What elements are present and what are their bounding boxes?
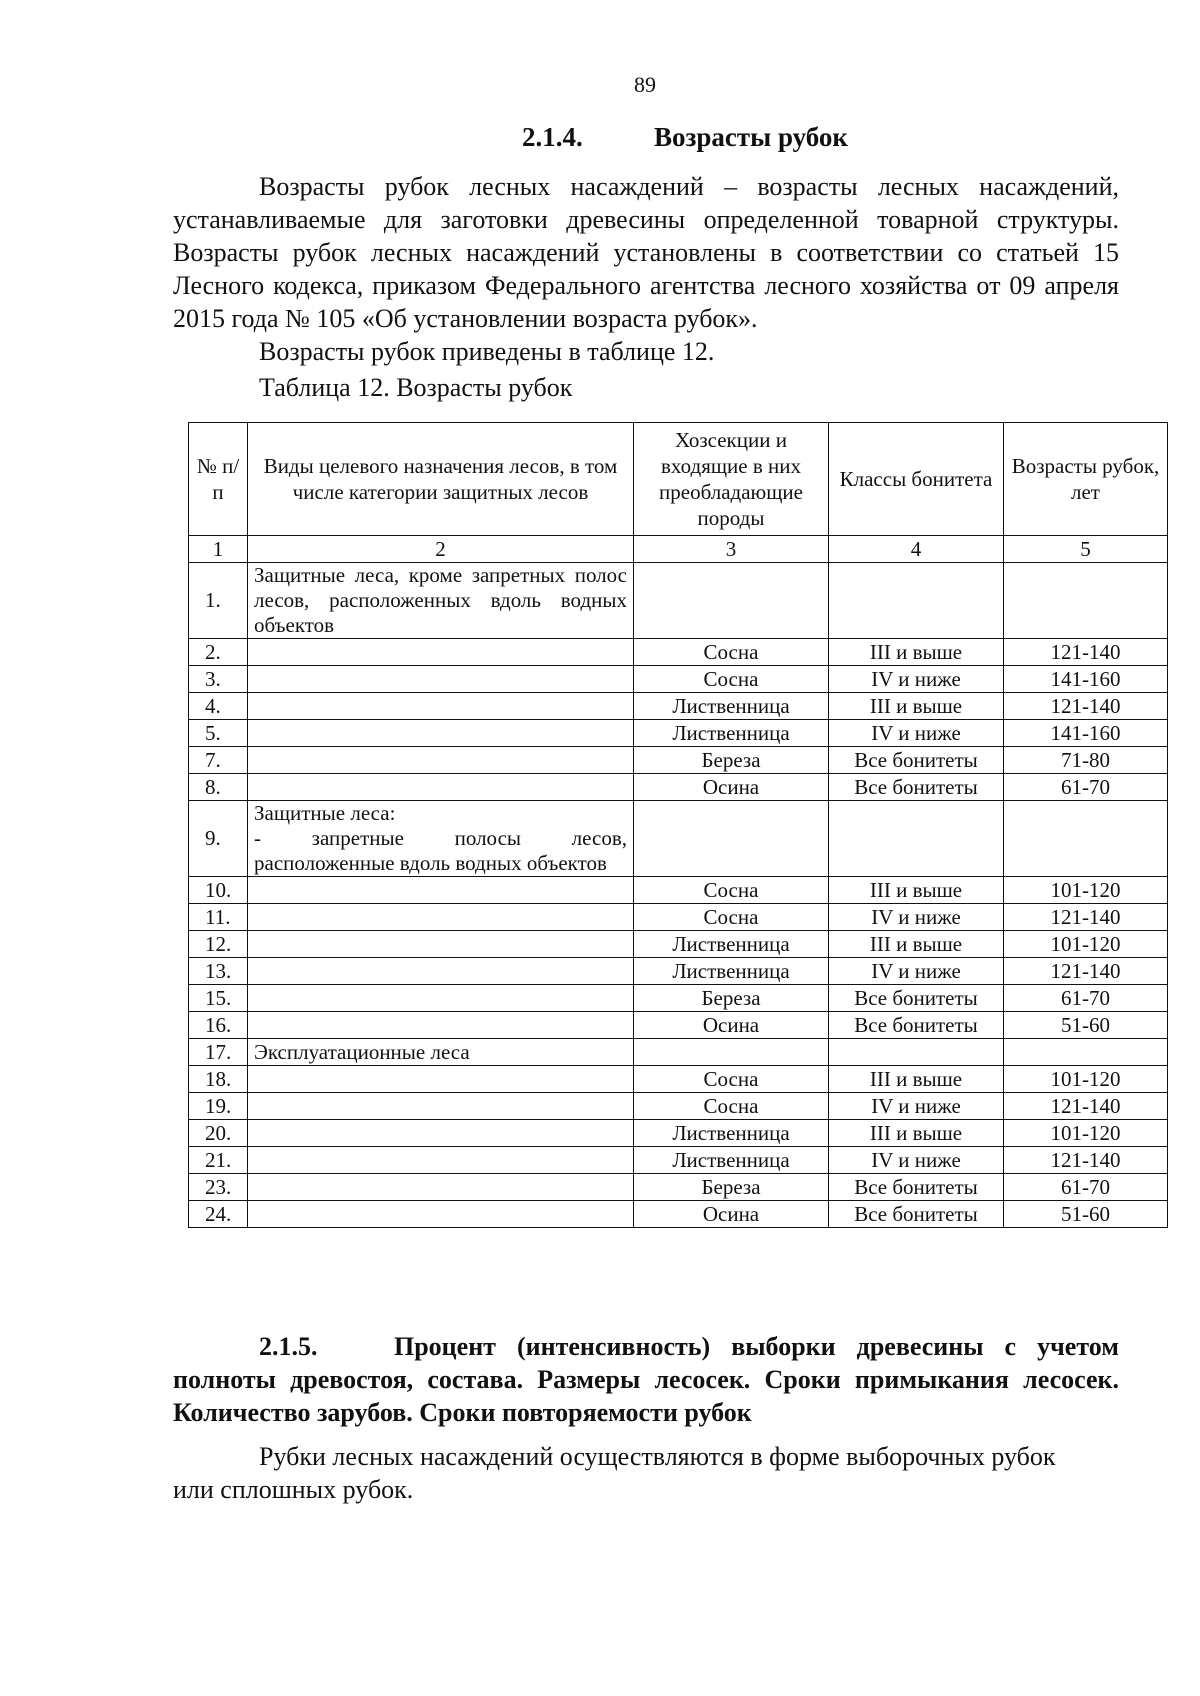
- purpose-cell: [248, 904, 634, 931]
- row-number-cell: 20.: [189, 1120, 248, 1147]
- species-cell: Лиственница: [634, 931, 829, 958]
- table-body: [189, 563, 1168, 1228]
- header-cell: № п/п: [189, 423, 248, 536]
- cutting-age-cell: 101-120: [1004, 877, 1168, 904]
- row-number-cell: 2.: [189, 639, 248, 666]
- cutting-age-cell: 121-140: [1004, 693, 1168, 720]
- table-row: [189, 904, 1168, 931]
- site-class-cell: IV и ниже: [829, 720, 1004, 747]
- cutting-age-cell: 61-70: [1004, 774, 1168, 801]
- table-row: [189, 639, 1168, 666]
- purpose-cell: [248, 1093, 634, 1120]
- site-class-cell: Все бонитеты: [829, 774, 1004, 801]
- site-class-cell: III и выше: [829, 931, 1004, 958]
- column-number-row: [189, 536, 1168, 563]
- row-number-cell: 7.: [189, 747, 248, 774]
- table-row: [189, 931, 1168, 958]
- header-cell: Хозсекции и входящие в них преобладающие породы: [634, 423, 829, 536]
- table-header-row: [189, 423, 1168, 536]
- cutting-age-cell: 121-140: [1004, 639, 1168, 666]
- purpose-cell: Эксплуатационные леса: [248, 1039, 634, 1066]
- cutting-age-cell: 71-80: [1004, 747, 1168, 774]
- table-row: [189, 720, 1168, 747]
- site-class-cell: Все бонитеты: [829, 1174, 1004, 1201]
- row-number-cell: 23.: [189, 1174, 248, 1201]
- column-number: 4: [829, 536, 1004, 563]
- column-number: 2: [248, 536, 634, 563]
- row-number-cell: 19.: [189, 1093, 248, 1120]
- table-row: [189, 1201, 1168, 1228]
- section-number: 2.1.4.: [522, 122, 583, 152]
- purpose-cell: [248, 693, 634, 720]
- species-cell: Сосна: [634, 1093, 829, 1120]
- purpose-cell: [248, 747, 634, 774]
- closing-paragraph: Рубки лесных насаждений осуществляются в форме выборочных рубок или сплошных рубок.: [173, 1442, 1056, 1504]
- table-row: [189, 1120, 1168, 1147]
- species-cell: Лиственница: [634, 1120, 829, 1147]
- row-number-cell: 12.: [189, 931, 248, 958]
- purpose-cell: [248, 931, 634, 958]
- table-caption: Таблица 12. Возрасты рубок: [259, 373, 573, 402]
- table-row: [189, 563, 1168, 639]
- intro-paragraph: Возрасты рубок лесных насаждений – возрасты лесных насаждений, устанавливаемые для заготовки древесины определенной товарной структуры. Возрасты рубок лесных насаждений установлены в соответствии со статьей 15 Лесного кодекса, приказом Федерального агентства лесного хозяйства от 09 апреля 2015 года № 105 «Об установлении возраста рубок».: [173, 172, 1119, 333]
- species-cell: Сосна: [634, 666, 829, 693]
- site-class-cell: IV и ниже: [829, 666, 1004, 693]
- closing-text: [173, 1440, 1073, 1506]
- header-cell: Виды целевого назначения лесов, в том числе категории защитных лесов: [248, 423, 634, 536]
- species-cell: [634, 801, 829, 877]
- site-class-cell: Все бонитеты: [829, 1012, 1004, 1039]
- row-number-cell: 1.: [189, 563, 248, 639]
- cutting-age-cell: [1004, 801, 1168, 877]
- intro-text: [173, 170, 1119, 368]
- purpose-cell: [248, 1201, 634, 1228]
- purpose-cell: Защитные леса, кроме запретных полос лесов, расположенных вдоль водных объектов: [248, 563, 634, 639]
- section-2-title: Процент (интенсивность) выборки древесины с учетом полноты древостоя, состава. Размеры лесосек. Сроки примыкания лесосек. Количество зарубов. Сроки повторяемости рубок: [173, 1332, 1119, 1427]
- table-row: [189, 1093, 1168, 1120]
- table-row: [189, 1039, 1168, 1066]
- purpose-cell: [248, 1012, 634, 1039]
- row-number-cell: 21.: [189, 1147, 248, 1174]
- species-cell: Береза: [634, 985, 829, 1012]
- purpose-cell: [248, 985, 634, 1012]
- row-number-cell: 24.: [189, 1201, 248, 1228]
- cutting-age-cell: 61-70: [1004, 1174, 1168, 1201]
- cutting-age-cell: 141-160: [1004, 666, 1168, 693]
- species-cell: Осина: [634, 774, 829, 801]
- row-number-cell: 18.: [189, 1066, 248, 1093]
- species-cell: Береза: [634, 747, 829, 774]
- site-class-cell: III и выше: [829, 877, 1004, 904]
- table-row: [189, 1147, 1168, 1174]
- site-class-cell: IV и ниже: [829, 958, 1004, 985]
- cutting-age-cell: 51-60: [1004, 1201, 1168, 1228]
- site-class-cell: Все бонитеты: [829, 1201, 1004, 1228]
- section-heading: [522, 122, 848, 153]
- table-row: [189, 1012, 1168, 1039]
- site-class-cell: Все бонитеты: [829, 747, 1004, 774]
- species-cell: Осина: [634, 1012, 829, 1039]
- table-row: [189, 877, 1168, 904]
- purpose-cell: [248, 720, 634, 747]
- row-number-cell: 11.: [189, 904, 248, 931]
- row-number-cell: 10.: [189, 877, 248, 904]
- cutting-age-cell: 101-120: [1004, 931, 1168, 958]
- site-class-cell: IV и ниже: [829, 1093, 1004, 1120]
- cutting-age-cell: 51-60: [1004, 1012, 1168, 1039]
- cutting-age-cell: 61-70: [1004, 985, 1168, 1012]
- table-row: [189, 801, 1168, 877]
- site-class-cell: III и выше: [829, 639, 1004, 666]
- species-cell: Лиственница: [634, 693, 829, 720]
- species-cell: Лиственница: [634, 958, 829, 985]
- row-number-cell: 3.: [189, 666, 248, 693]
- species-cell: Сосна: [634, 1066, 829, 1093]
- row-number-cell: 5.: [189, 720, 248, 747]
- table-row: [189, 958, 1168, 985]
- table-row: [189, 693, 1168, 720]
- cutting-age-cell: 121-140: [1004, 1093, 1168, 1120]
- row-number-cell: 9.: [189, 801, 248, 877]
- cutting-age-cell: 121-140: [1004, 904, 1168, 931]
- species-cell: Береза: [634, 1174, 829, 1201]
- species-cell: Лиственница: [634, 720, 829, 747]
- purpose-cell: Защитные леса: - запретные полосы лесов, расположенные вдоль водных объектов: [248, 801, 634, 877]
- site-class-cell: [829, 801, 1004, 877]
- purpose-cell: [248, 877, 634, 904]
- purpose-cell: [248, 639, 634, 666]
- purpose-cell: [248, 774, 634, 801]
- intro-paragraph: Возрасты рубок приведены в таблице 12.: [259, 337, 715, 366]
- cutting-age-cell: 101-120: [1004, 1120, 1168, 1147]
- cutting-age-cell: 121-140: [1004, 1147, 1168, 1174]
- row-number-cell: 15.: [189, 985, 248, 1012]
- header-cell: Классы бонитета: [829, 423, 1004, 536]
- table-row: [189, 747, 1168, 774]
- site-class-cell: III и выше: [829, 1066, 1004, 1093]
- row-number-cell: 8.: [189, 774, 248, 801]
- section-2-number: 2.1.5.: [259, 1332, 318, 1361]
- column-number: 1: [189, 536, 248, 563]
- species-cell: Осина: [634, 1201, 829, 1228]
- site-class-cell: [829, 563, 1004, 639]
- table-row: [189, 774, 1168, 801]
- table-row: [189, 1174, 1168, 1201]
- column-number: 3: [634, 536, 829, 563]
- section-2-heading: [173, 1330, 1119, 1429]
- site-class-cell: [829, 1039, 1004, 1066]
- species-cell: [634, 1039, 829, 1066]
- species-cell: Лиственница: [634, 1147, 829, 1174]
- row-number-cell: 16.: [189, 1012, 248, 1039]
- cutting-age-table: [188, 422, 1168, 1228]
- row-number-cell: 17.: [189, 1039, 248, 1066]
- species-cell: Сосна: [634, 639, 829, 666]
- purpose-cell: [248, 958, 634, 985]
- purpose-cell: [248, 1120, 634, 1147]
- site-class-cell: IV и ниже: [829, 1147, 1004, 1174]
- site-class-cell: Все бонитеты: [829, 985, 1004, 1012]
- cutting-age-cell: 121-140: [1004, 958, 1168, 985]
- header-cell: Возрасты рубок, лет: [1004, 423, 1168, 536]
- species-cell: [634, 563, 829, 639]
- purpose-cell: [248, 1174, 634, 1201]
- cutting-age-cell: [1004, 563, 1168, 639]
- table-row: [189, 985, 1168, 1012]
- page-number: 89: [634, 72, 656, 97]
- cutting-age-cell: 141-160: [1004, 720, 1168, 747]
- table-row: [189, 1066, 1168, 1093]
- row-number-cell: 13.: [189, 958, 248, 985]
- purpose-cell: [248, 1147, 634, 1174]
- purpose-cell: [248, 666, 634, 693]
- column-number: 5: [1004, 536, 1168, 563]
- site-class-cell: IV и ниже: [829, 904, 1004, 931]
- cutting-age-cell: [1004, 1039, 1168, 1066]
- species-cell: Сосна: [634, 904, 829, 931]
- species-cell: Сосна: [634, 877, 829, 904]
- site-class-cell: III и выше: [829, 693, 1004, 720]
- cutting-age-cell: 101-120: [1004, 1066, 1168, 1093]
- row-number-cell: 4.: [189, 693, 248, 720]
- table-row: [189, 666, 1168, 693]
- section-title: Возрасты рубок: [654, 122, 848, 152]
- purpose-cell: [248, 1066, 634, 1093]
- site-class-cell: III и выше: [829, 1120, 1004, 1147]
